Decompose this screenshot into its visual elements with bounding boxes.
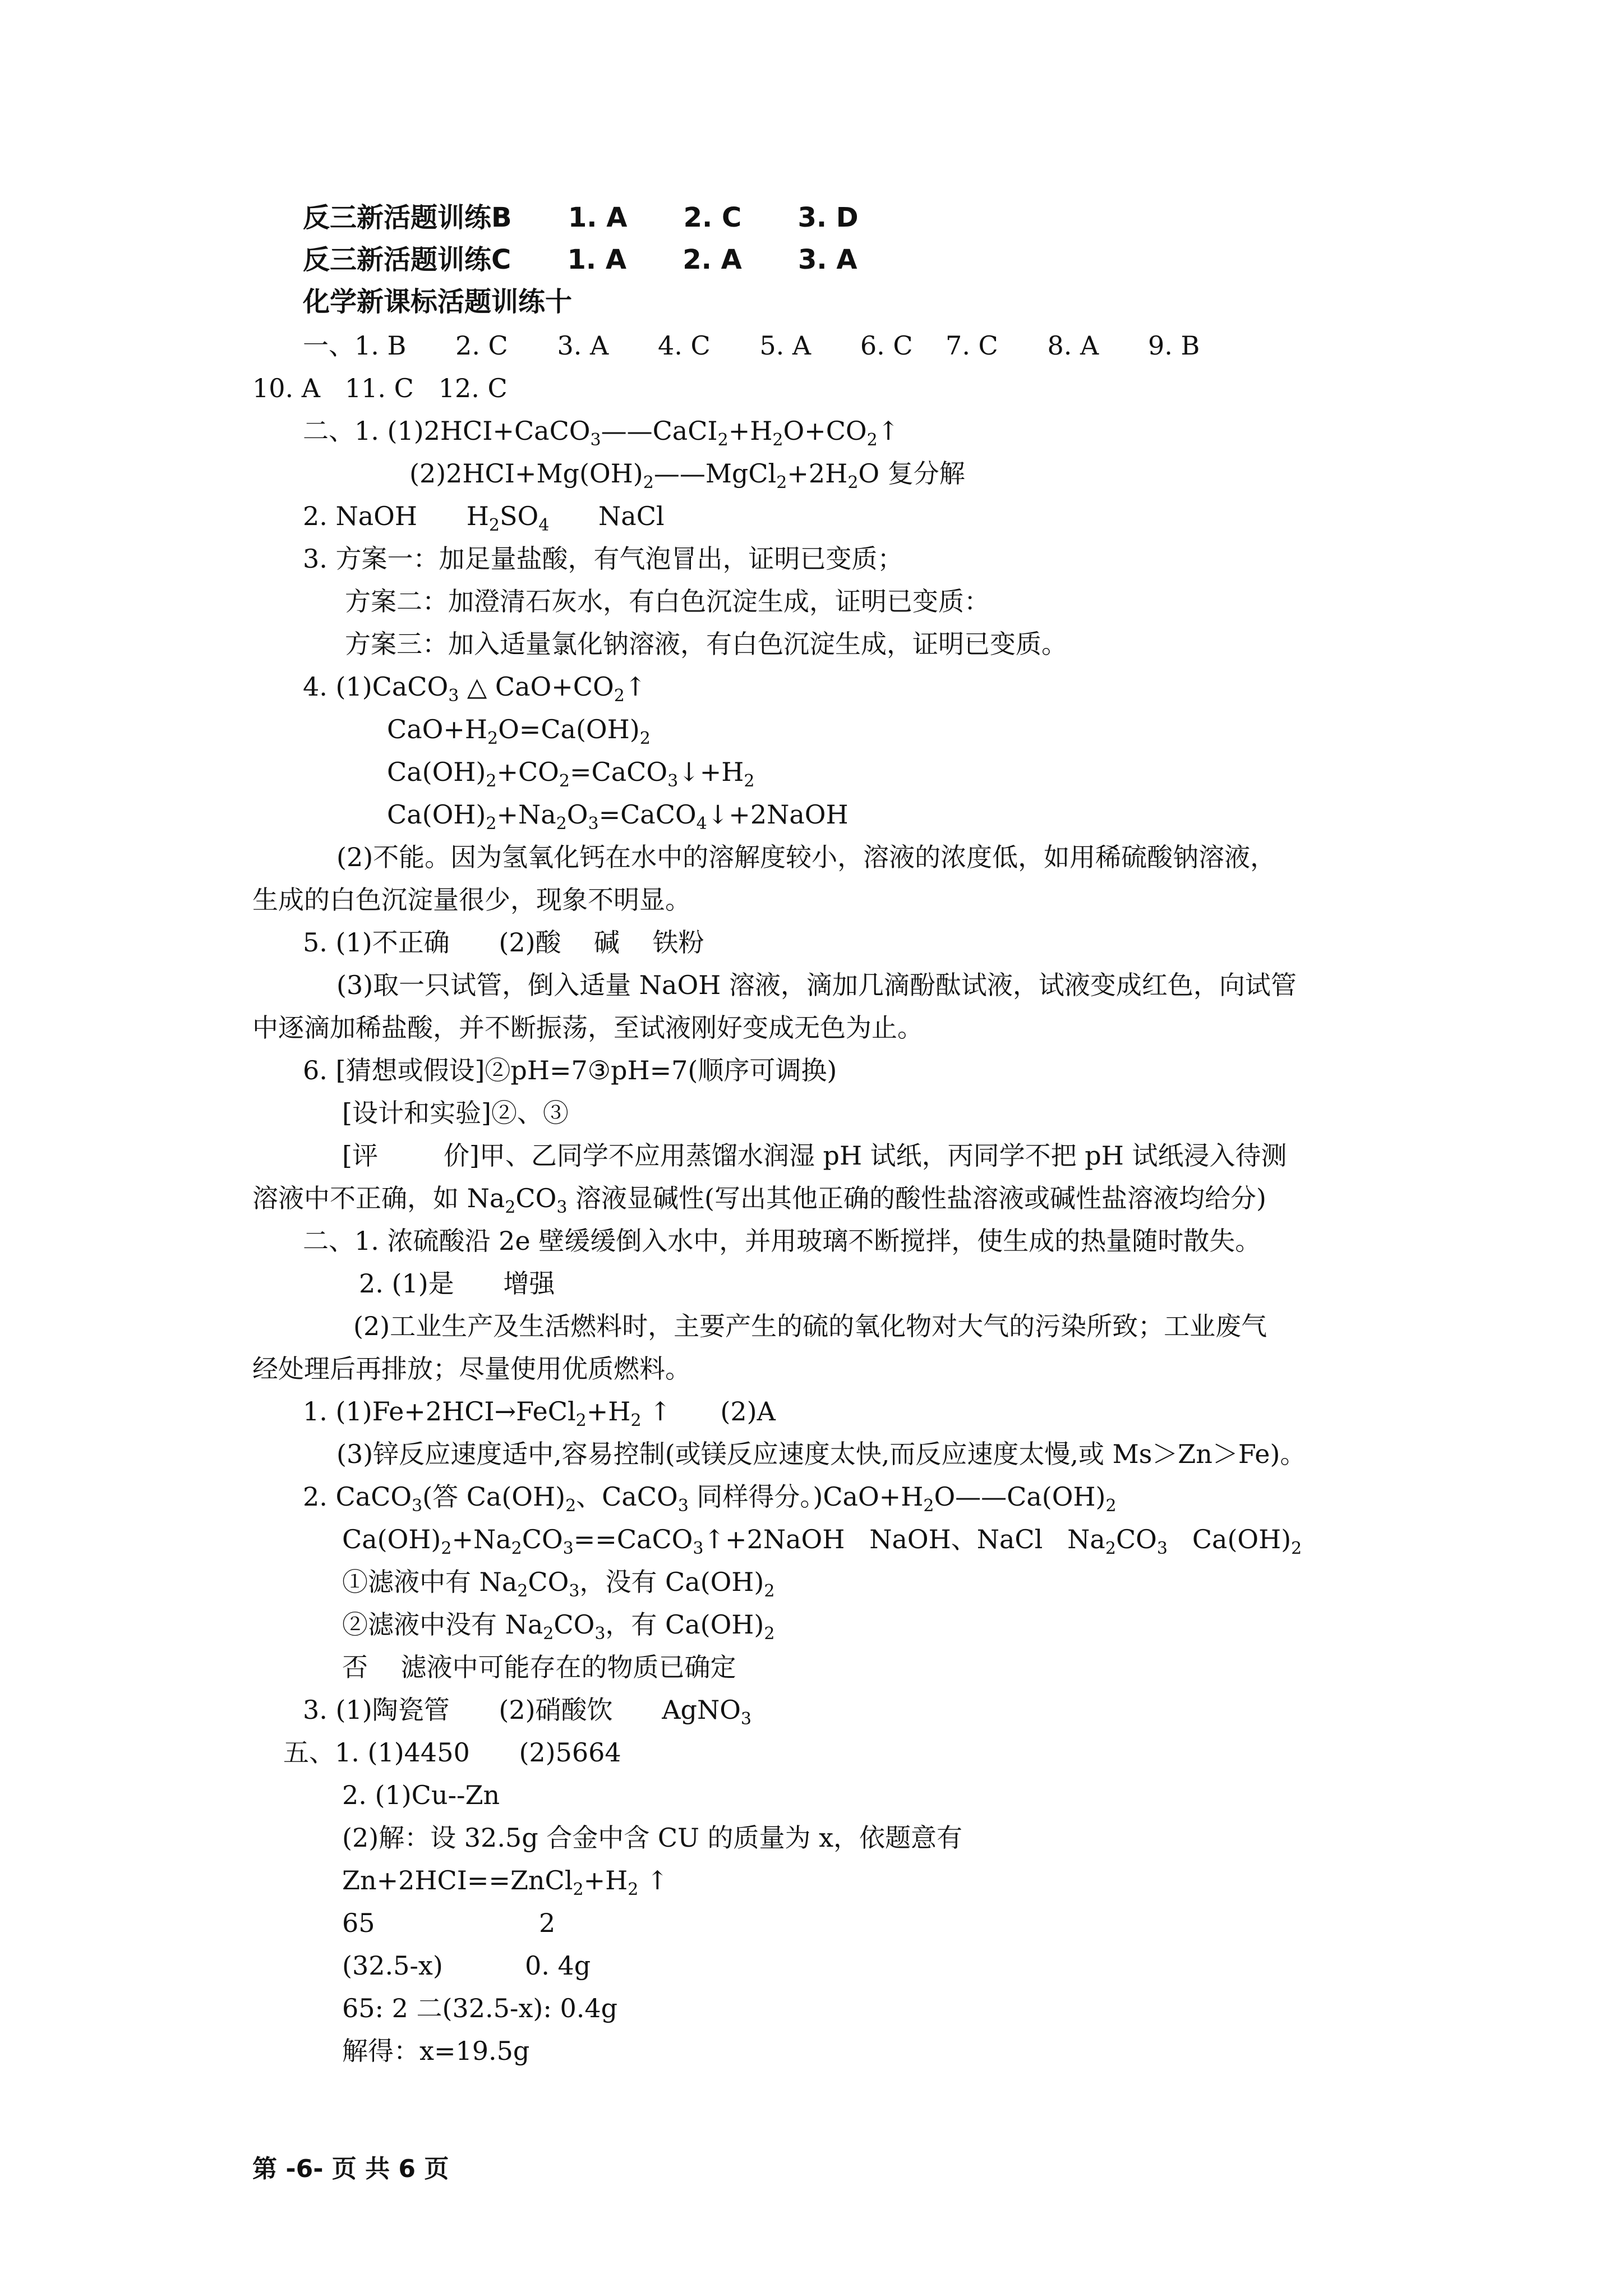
text-line: 二、1. 浓硫酸沿 2e 壁缓缓倒入水中，并用玻璃不断搅拌，使生成的热量随时散失。: [303, 1226, 1261, 1256]
text-line: 中逐滴加稀盐酸，并不断振荡，至试液刚好变成无色为止。: [252, 1013, 923, 1043]
text-line: (2)解：设 32.5g 合金中含 CU 的质量为 x，依题意有: [342, 1823, 963, 1853]
section-heading: 反三新活题训练B 1. A 2. C 3. D: [303, 202, 859, 233]
section-heading: 化学新课标活题训练十: [303, 286, 573, 318]
text-line: ①滤液中有 $Na_2CO_3$，没有 $Ca(OH)_2$: [342, 1567, 775, 1601]
text-line: (3)锌反应速度适中,容易控制(或镁反应速度太快,而反应速度太慢,或 Ms＞Zn＞Fe)。: [336, 1439, 1306, 1469]
text-line: [评 价]甲、乙同学不应用蒸馏水润湿 pH 试纸，丙同学不把 pH 试纸浸入待测: [342, 1140, 1287, 1171]
text-line: 方案二：加澄清石灰水，有白色沉淀生成，证明已变质：: [345, 586, 990, 616]
text-line: 生成的白色沉淀量很少，现象不明显。: [252, 885, 691, 915]
text-line: 65 2: [342, 1908, 556, 1938]
text-line: 否 滤液中可能存在的物质已确定: [342, 1652, 736, 1682]
text-line: $Ca(OH)_2+CO_2=CaCO_3↓+H_2$: [387, 757, 755, 791]
text-line: ②滤液中没有 $Na_2CO_3$，有 $Ca(OH)_2$: [342, 1609, 775, 1644]
text-line: 5. (1)不正确 (2)酸 碱 铁粉: [303, 927, 704, 958]
text-line: 解得：x=19.5g: [342, 2036, 530, 2066]
text-line: 溶液中不正确，如 $Na_2CO_3$ 溶液显碱性(写出其他正确的酸性盐溶液或碱性盐溶液均给分): [252, 1183, 1266, 1217]
text-line: 4. (1)CaCO$_3$ △ $CaO+CO_2↑$: [303, 671, 647, 706]
text-line: 经处理后再排放；尽量使用优质燃料。: [252, 1354, 691, 1384]
text-line: 2. (1)是 增强: [359, 1268, 555, 1299]
text-line: (3)取一只试管，倒入适量 NaOH 溶液，滴加几滴酚酞试液，试液变成红色，向试管: [336, 970, 1297, 1000]
text-line: $Ca(OH)_2+Na_2CO_3==CaCO_3↑+2NaOH$ NaOH、NaCl $Na_2CO_3$ $Ca(OH)_2$: [342, 1524, 1302, 1558]
text-line: 65: 2 二(32.5-x): 0.4g: [342, 1993, 618, 2023]
text-line: 2. (1)Cu--Zn: [342, 1780, 500, 1810]
text-line: 一、1. B 2. C 3. A 4. C 5. A 6. C 7. C 8. A 9. B: [303, 330, 1200, 361]
text-line: 3. 方案一：加足量盐酸，有气泡冒出，证明已变质；: [303, 544, 903, 574]
text-line: $(2)2HCI+Mg(OH)_2——MgCl_2+2H_2O$ 复分解: [409, 458, 965, 493]
text-line: 6. [猜想或假设]②pH=7③pH=7(顺序可调换): [303, 1055, 837, 1085]
text-line: $Zn+2HCI==ZnCl_2+H_2$ ↑: [342, 1865, 668, 1899]
text-line: 五、1. (1)4450 (2)5664: [283, 1737, 621, 1768]
text-line: (2)不能。因为氢氧化钙在水中的溶解度较小，溶液的浓度低，如用稀硫酸钠溶液，: [336, 842, 1276, 872]
text-line: 3. (1)陶瓷管 (2)硝酸饮 AgNO$_3$: [303, 1695, 752, 1729]
section-heading: 反三新活题训练C 1. A 2. A 3. A: [303, 244, 857, 275]
text-line: $Ca(OH)_2+Na_2O_3=CaCO_4↓+2NaOH$: [387, 799, 849, 834]
text-line: (2)工业生产及生活燃料时，主要产生的硫的氧化物对大气的污染所致；工业废气: [353, 1311, 1267, 1341]
text-line: (32.5-x) 0. 4g: [342, 1950, 591, 1981]
text-line: 2. CaCO$_3$(答 $Ca(OH)_2$、CaCO$_3$ 同样得分。)$CaO+H_2O——Ca(OH)_2$: [303, 1481, 1117, 1516]
text-line: 10. A 11. C 12. C: [252, 373, 508, 403]
text-line: 二、1. $(1)2HCI+CaCO_3——CaCI_2+H_2O+CO_2↑$: [303, 416, 900, 450]
text-line: 方案三：加入适量氯化钠溶液，有白色沉淀生成，证明已变质。: [345, 629, 1067, 659]
text-line: 2. NaOH $H_2SO_4$ NaCl: [303, 501, 665, 535]
page-footer: 第 -6- 页 共 6 页: [252, 2155, 449, 2183]
text-line: [设计和实验]②、③: [342, 1098, 569, 1128]
text-line: $CaO+H_2O=Ca(OH)_2$: [387, 714, 651, 748]
text-line: 1. $(1)Fe+2HCI\to FeCl_2+H_2$ ↑ (2)A: [303, 1396, 776, 1430]
